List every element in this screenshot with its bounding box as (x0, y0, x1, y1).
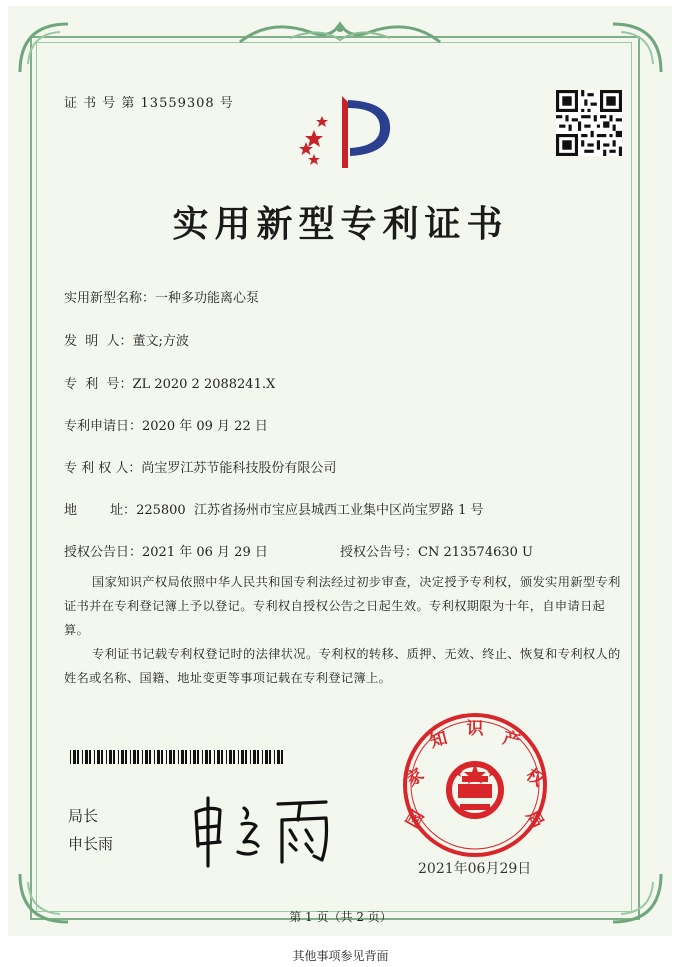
barcode-icon (70, 750, 286, 764)
svg-text:家: 家 (402, 764, 428, 791)
field-value: 2021 年 06 月 29 日 (142, 545, 268, 560)
corner-ornament-top-left (14, 18, 74, 78)
footer-note: 其他事项参见背面 (292, 949, 389, 963)
svg-text:知: 知 (427, 728, 450, 753)
field-patent-number (64, 373, 275, 392)
field-value: 一种多功能离心泵 (155, 291, 260, 306)
field-inventor (64, 330, 189, 349)
director-title: 局长 (68, 807, 99, 825)
certificate-title: 实用新型专利证书 (172, 203, 509, 245)
field-label: 专 利 号： (64, 377, 133, 392)
svg-text:国: 国 (402, 807, 429, 832)
field-value: 225800 江苏省扬州市宝应县城西工业集中区尚宝罗路 1 号 (136, 503, 484, 518)
svg-text:识: 识 (466, 719, 484, 739)
field-label: 授权公告日： (64, 545, 143, 560)
svg-text:局: 局 (521, 807, 548, 832)
field-value: ZL 2020 2 2088241.X (132, 377, 276, 392)
svg-text:产: 产 (500, 728, 523, 753)
top-ornament (230, 14, 450, 50)
body-paragraph-1: 国家知识产权局依照中华人民共和国专利法经过初步审查，决定授予专利权，颁发实用新型专利证书并在专利登记簿上予以登记。专利权自授权公告之日起生效。专利权期限为十年，自申请日起算。 (64, 575, 621, 637)
body-paragraph-2: 专利证书记载专利权登记时的法律状况。专利权的转移、质押、无效、终止、恢复和专利权人的姓名或名称、国籍、地址变更等事项记载在专利登记簿上。 (64, 647, 621, 685)
svg-text:权: 权 (522, 764, 548, 791)
field-address (64, 499, 484, 518)
field-utility-model-name (64, 287, 259, 306)
field-grant-date (64, 541, 268, 560)
cnipa-logo-icon (292, 92, 402, 172)
official-seal-icon (400, 710, 550, 860)
page-number: 第 1 页（共 2 页） (289, 910, 392, 924)
field-label: 专 利 权 人： (64, 461, 142, 476)
corner-ornament-top-right (607, 18, 667, 78)
seal-date: 2021年06月29日 (418, 861, 532, 877)
field-value: 尚宝罗江苏节能科技股份有限公司 (141, 461, 337, 476)
field-grant-number (340, 541, 533, 560)
certificate-number: 证 书 号 第 13559308 号 (64, 96, 234, 111)
director-name: 申长雨 (68, 835, 114, 853)
field-label: 地 址： (64, 503, 137, 518)
handwritten-signature (186, 790, 336, 870)
field-patentee (64, 457, 336, 476)
field-label: 专利申请日： (64, 419, 143, 434)
field-value: 2020 年 09 月 22 日 (142, 419, 268, 434)
field-label: 发 明 人： (64, 334, 133, 349)
field-label: 授权公告号： (340, 545, 419, 560)
field-value: CN 213574630 U (418, 545, 533, 560)
field-value: 董文;方波 (132, 334, 189, 349)
qr-code-icon (556, 90, 622, 156)
field-filing-date (64, 415, 268, 434)
field-label: 实用新型名称： (64, 291, 156, 306)
